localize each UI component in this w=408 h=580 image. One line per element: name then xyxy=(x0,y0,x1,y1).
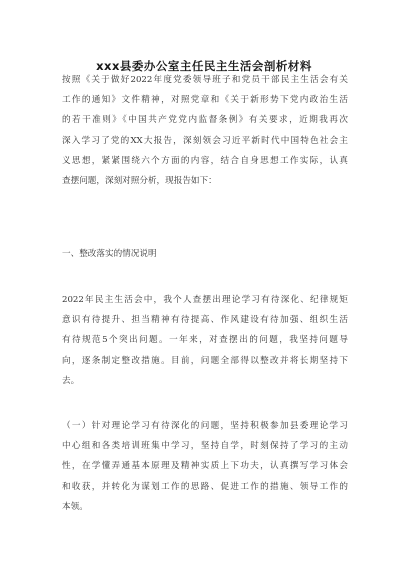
body-line: 有待规范5个突出问题。一年来，对查摆出的问题，我坚持问题导 xyxy=(62,335,348,346)
section-heading: 一、整改落实的情况说明 xyxy=(62,249,157,259)
body-paragraph xyxy=(62,290,348,391)
body-line: （一）针对理论学习有待深化的问题，坚持积极参加县委理论学习 xyxy=(62,421,348,431)
body-line: 和收获，并转化为谋划工作的思路、促进工作的措施、领导工作的 xyxy=(62,481,348,492)
body-line: 向，逐条制定整改措施。目前，问题全部得以整改并将长期坚持下 xyxy=(62,355,348,366)
document-title: xxx县委办公室主任民主生活会剖析材料 xyxy=(96,59,312,73)
intro-line: 工作的通知》文件精神，对照党章和《关于新形势下党内政治生活 xyxy=(62,95,348,106)
intro-line: 义思想，紧紧围绕六个方面的内容，结合自身思想工作实际，认真 xyxy=(62,155,348,166)
body-line: 2022年民主生活会中，我个人查摆出理论学习有待深化、纪律规矩 xyxy=(62,295,348,305)
intro-line: 深入学习了党的XX大报告，深刻领会习近平新时代中国特色社会主 xyxy=(62,135,348,146)
body-line: 意识有待提升、担当精神有待提高、作风建设有待加强、组织生活 xyxy=(62,315,348,326)
body-line: 中心组和各类培训班集中学习，坚持自学，时刻保持了学习的主动 xyxy=(62,441,348,452)
intro-line: 查摆问题，深刻对照分析，现报告如下： xyxy=(62,175,217,186)
body-line: 性，在学懂弄通基本原理及精神实质上下功夫，认真撰写学习体会 xyxy=(62,461,348,472)
intro-paragraph xyxy=(62,70,348,191)
intro-line: 按照《关于做好2022年度党委领导班子和党员干部民主生活会有关 xyxy=(62,75,348,85)
intro-line: 的若干准则》《中国共产党党内监督条例》有关要求，近期我再次 xyxy=(62,115,348,126)
body-line: 去。 xyxy=(62,375,80,386)
body-paragraph xyxy=(62,416,348,517)
body-line: 本领。 xyxy=(62,501,88,512)
